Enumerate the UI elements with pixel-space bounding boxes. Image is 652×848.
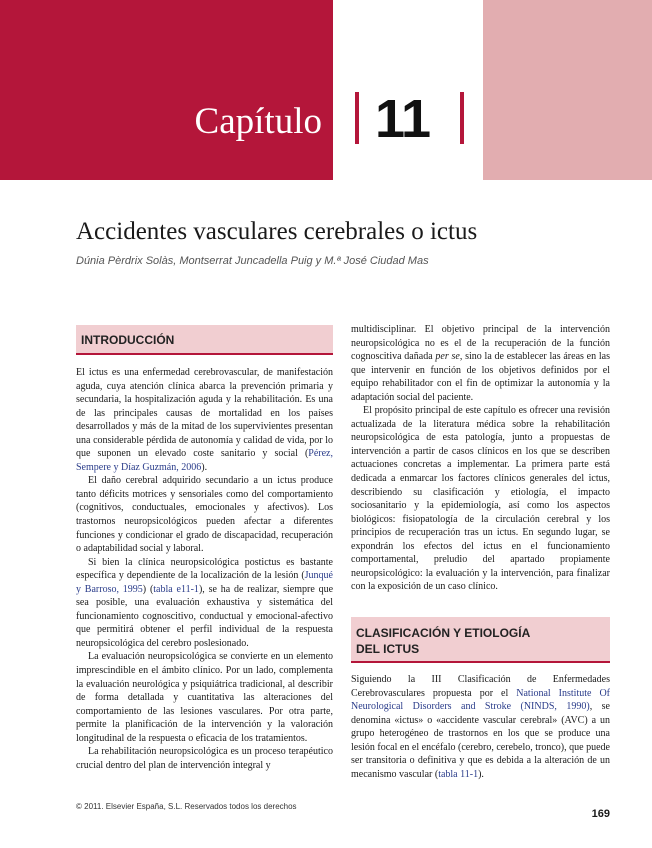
chapter-number: 11 — [375, 89, 431, 149]
paragraph: El ictus es una enfermedad cerebrovascular, de manifestación aguda, cuya atención clínica abarca la prevención primaria y secundaria, la hospitalización aguda y la rehabilitación. Es una de las principales causas de mortalidad en los países desarrollados y más de la mitad de los supervivientes presentan una considerable pérdida de autonomía y calidad de vida, por lo que suponen un elevado coste sanitario y social (Pérez, Sempere y Díaz Guzmán, 2006). — [76, 367, 333, 473]
copyright-notice: © 2011. Elsevier España, S.L. Reservados todos los derechos — [76, 802, 297, 811]
section-heading-introduccion — [76, 325, 333, 355]
citation-link[interactable]: National Institute Of Neurological Disorders and Stroke (NINDS, 1990) — [351, 687, 610, 713]
paragraph: La rehabilitación neuropsicológica es un proceso terapéutico crucial dentro del plan de intervención integral y — [76, 746, 333, 771]
section-heading-line: CLASIFICACIÓN Y ETIOLOGÍA — [356, 626, 531, 640]
paragraph: Si bien la clínica neuropsicológica postictus es bastante específica y dependiente de la localización de la lesión (Junqué y Barroso, 1995) (tabla e11-1), se ha de realizar, siempre que sea posible, una evaluación exhaustiva y sistemática del funcionamiento cognoscitivo, conductual y emocional-afectivo que permitirá obtener el perfil individual de la respuesta neuropsicológica del cerebro poslesionado. — [76, 556, 334, 649]
citation-link[interactable]: Pérez, Sempere y Díaz Guzmán, 2006 — [76, 448, 333, 473]
paragraph: El propósito principal de este capítulo es ofrecer una revisión actualizada de la literatura médica sobre la rehabilitación neuropsicológica de esta patología, junto a propuestas de intervención a partir de casos clínicos en los que se describen actuaciones concretas a implementar. La primera parte está dedicada a enmarcar los factores clínicos generales del ictus, describiendo su clasificación y etiología, el impacto sociosanitario y la epidemiología, así como los aspectos biológicos: fisiopatología de la circulación cerebral y los principios de recuperación tras un ictus. En segundo lugar, se expondrán los efectos del ictus en el funcionamiento comportamental, preludio del apartado propiamente neuropsicológico: la evaluación y la intervención, para finalizar con la exposición de un caso clínico. — [351, 405, 610, 593]
chapter-banner-accent — [483, 0, 652, 180]
paragraph: El daño cerebral adquirido secundario a un ictus produce tanto déficits motrices y sensoriales como del comportamiento (cognitivos, conductuales, emocionales y afectivos). Los trastornos neuropsicológicos pueden afectar a diferentes funciones y condicionar el grado de discapacidad, recuperación o adaptabilidad social y laboral. — [76, 475, 333, 555]
chapter-divider-right — [460, 92, 464, 144]
section-heading-clasificacion — [351, 617, 610, 663]
right-column — [351, 323, 610, 594]
paragraph: Siguiendo la III Clasificación de Enfermedades Cerebrovasculares propuesta por el National Institute Of Neurological Disorders and Stroke (NINDS, 1990), se denomina «ictus» o «accidente vascular cerebral» (AVC) a un grupo heterogéneo de trastornos en los que se produce una lesión focal en el encéfalo (cerebro, cerebelo, tronco), que puede ser transitoria o definitiva y que es debida a la alteración de un mecanismo vascular (tabla 11-1). — [351, 674, 610, 780]
chapter-title: Accidentes vasculares cerebrales o ictus — [76, 218, 478, 245]
chapter-authors: Dúnia Pèrdrix Solàs, Montserrat Juncadella Puig y M.ª José Ciudad Mas — [76, 255, 429, 267]
right-column-lower — [351, 673, 610, 781]
section-heading-text: INTRODUCCIÓN — [81, 333, 175, 347]
table-link[interactable]: tabla 11-1 — [438, 768, 479, 780]
chapter-divider-left — [355, 92, 359, 144]
chapter-banner — [0, 0, 333, 180]
table-link[interactable]: tabla e11-1 — [153, 583, 199, 595]
paragraph: multidisciplinar. El objetivo principal de la intervención neuropsicológica no es el de la recuperación de la función cognoscitiva dañada per se, sino la de establecer las áreas en las que intervenir en función de los objetivos definidos por el equipo rehabilitador con el fin de optimizar la autonomía y la adaptación social del paciente. — [351, 324, 610, 403]
page-number: 169 — [591, 808, 610, 820]
left-column — [76, 366, 333, 772]
citation-link[interactable]: Junqué y Barroso, 1995 — [76, 570, 333, 595]
paragraph: La evaluación neuropsicológica se convierte en un elemento imprescindible en el ámbito clínico. Por un lado, complementa la evaluación neurológica y psiquiátrica tradicional, al describir de forma detallada y cuantitativa las alteraciones del comportamiento de las lesiones vasculares. Por otra parte, permite la planificación de la intervención y la valoración longitudinal de la respuesta o eficacia de los tratamientos. — [76, 651, 333, 744]
chapter-label: Capítulo — [194, 101, 322, 142]
section-heading-line: DEL ICTUS — [356, 642, 420, 656]
